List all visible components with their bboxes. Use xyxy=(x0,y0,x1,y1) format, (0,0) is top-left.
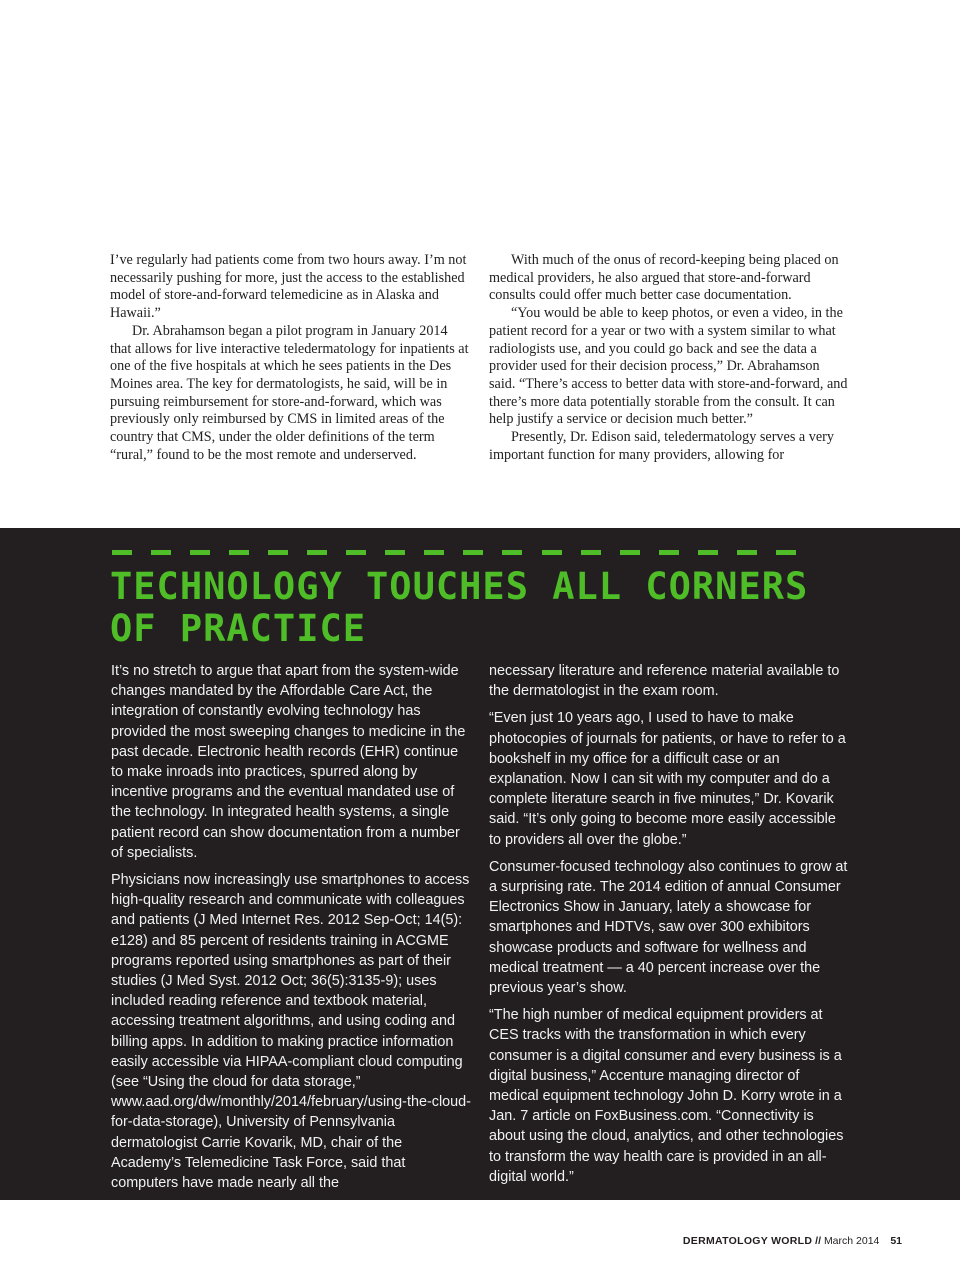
dash-segment xyxy=(620,550,640,555)
dash-segment xyxy=(502,550,522,555)
sidebar-left-paragraph: It’s no stretch to argue that apart from the system-wide changes mandated by the Affordable Care Act, the integration of constantly evolving technology has provided the most sweeping changes to medicine in the past decade. Electronic health records (EHR) continue to make inroads into practices, spurred along by incentive programs and the eventual mandated use of the technology. In integrated health systems, a single patient record can show documentation from a number of specialists. xyxy=(111,663,466,861)
sidebar-right-paragraph: necessary literature and reference material available to the dermatologist in the exam room. xyxy=(489,663,840,700)
dash-segment xyxy=(112,550,132,555)
sidebar-right-paragraph: “The high number of medical equipment providers at CES tracks with the transformation in which every consumer is a digital consumer and every business is a digital business,” Accenture managing director of medical equipment technology John D. Korry wrote in a Jan. 7 article on FoxBusiness.com. “Connectivity is about using the cloud, analytics, and other technologies to transform the way health care is provided in an all-digital world.” xyxy=(489,1007,844,1185)
footer-separator: // xyxy=(815,1235,822,1247)
dash-segment xyxy=(151,550,171,555)
top-left-paragraph: Dr. Abrahamson began a pilot program in January 2014 that allows for live interactive teledermatology for inpatients at one of the five hospitals at which he sees patients in the Des Moines area. The key for dermatologists, he said, will be in pursuing reimbursement for store-and-forward, which was previously only reimbursed by CMS in limited areas of the country that CMS, under the older definitions of the term “rural,” found to be the most remote and underserved. xyxy=(110,322,469,463)
dash-segment xyxy=(307,550,327,555)
section-heading-line-1: TECHNOLOGY TOUCHES ALL CORNERS xyxy=(110,565,809,608)
sidebar-left-column xyxy=(111,661,473,1200)
dash-segment xyxy=(542,550,562,555)
top-left-column xyxy=(110,252,470,464)
page-number: 51 xyxy=(890,1235,902,1247)
sidebar-right-paragraph: “Even just 10 years ago, I used to have to make photocopies of journals for patients, or have to refer to a bookshelf in my office for a difficult case or an explanation. Now I can sit with my computer and do a complete literature search in five minutes,” Dr. Kovarik said. “It’s only going to become more easily accessible to providers all over the globe.” xyxy=(489,710,846,848)
sidebar-right-paragraph: Consumer-focused technology also continues to grow at a surprising rate. The 2014 edition of annual Consumer Electronics Show in January, lately a showcase for smartphones and HDTVs, saw over 300 exhibitors showcase products and software for wellness and medical treatment — a 40 percent increase over the previous year’s show. xyxy=(489,858,848,997)
dash-segment xyxy=(346,550,366,555)
page-footer xyxy=(683,1235,902,1247)
issue-date: March 2014 xyxy=(823,1235,880,1247)
section-heading xyxy=(110,566,830,650)
top-right-paragraph: “You would be able to keep photos, or even a video, in the patient record for a year or two with a system similar to what radiologists use, and you could go back and see the data a provider used for their decision process,” Dr. Abrahamson said. “There’s access to better data with store-and-forward, and there’s more data potentially storable from the consult. It can help justify a service or decision much better.” xyxy=(489,305,848,428)
dash-segment xyxy=(463,550,483,555)
dash-segment xyxy=(385,550,405,555)
dash-segment xyxy=(190,550,210,555)
section-heading-line-2: OF PRACTICE xyxy=(110,607,367,650)
dash-segment xyxy=(581,550,601,555)
sidebar-left-paragraph: Physicians now increasingly use smartphones to access high-quality research and communicate with colleagues and patients (J Med Internet Res. 2012 Sep-Oct; 14(5): e128) and 85 percent of residents training in ACGME programs reported using smartphones as part of their studies (J Med Syst. 2012 Oct; 36(5):3135-9); uses included reading reference and textbook material, accessing treatment algorithms, and using coding and billing apps. In addition to making practice information easily accessible via HIPAA-compliant cloud computing (see “Using the cloud for data storage,” www.aad.org/dw/monthly/2014/february/using-the-cloud-for-data-storage), University of Pennsylvania dermatologist Carrie Kovarik, MD, chair of the Academy’s Telemedicine Task Force, said that computers have made nearly all the xyxy=(111,872,471,1192)
sidebar-right-column xyxy=(489,661,851,1194)
top-right-paragraph: With much of the onus of record-keeping being placed on medical providers, he also argued that store-and-forward consults could offer much better case documentation. xyxy=(489,252,839,304)
dash-segment xyxy=(737,550,757,555)
dash-segment xyxy=(776,550,796,555)
dash-segment xyxy=(659,550,679,555)
dash-segment xyxy=(698,550,718,555)
dash-segment xyxy=(268,550,288,555)
dash-segment xyxy=(424,550,444,555)
top-left-paragraph: I’ve regularly had patients come from two hours away. I’m not necessarily pushing for more, just the access to the established model of store-and-forward telemedicine as in Alaska and Hawaii.” xyxy=(110,252,467,322)
publication-name: DERMATOLOGY WORLD xyxy=(682,1235,813,1247)
dash-segment xyxy=(229,550,249,555)
top-right-column xyxy=(489,252,849,464)
decorative-dash-rule xyxy=(112,550,796,555)
top-right-paragraph: Presently, Dr. Edison said, teledermatology serves a very important function for many providers, allowing for xyxy=(489,429,834,463)
